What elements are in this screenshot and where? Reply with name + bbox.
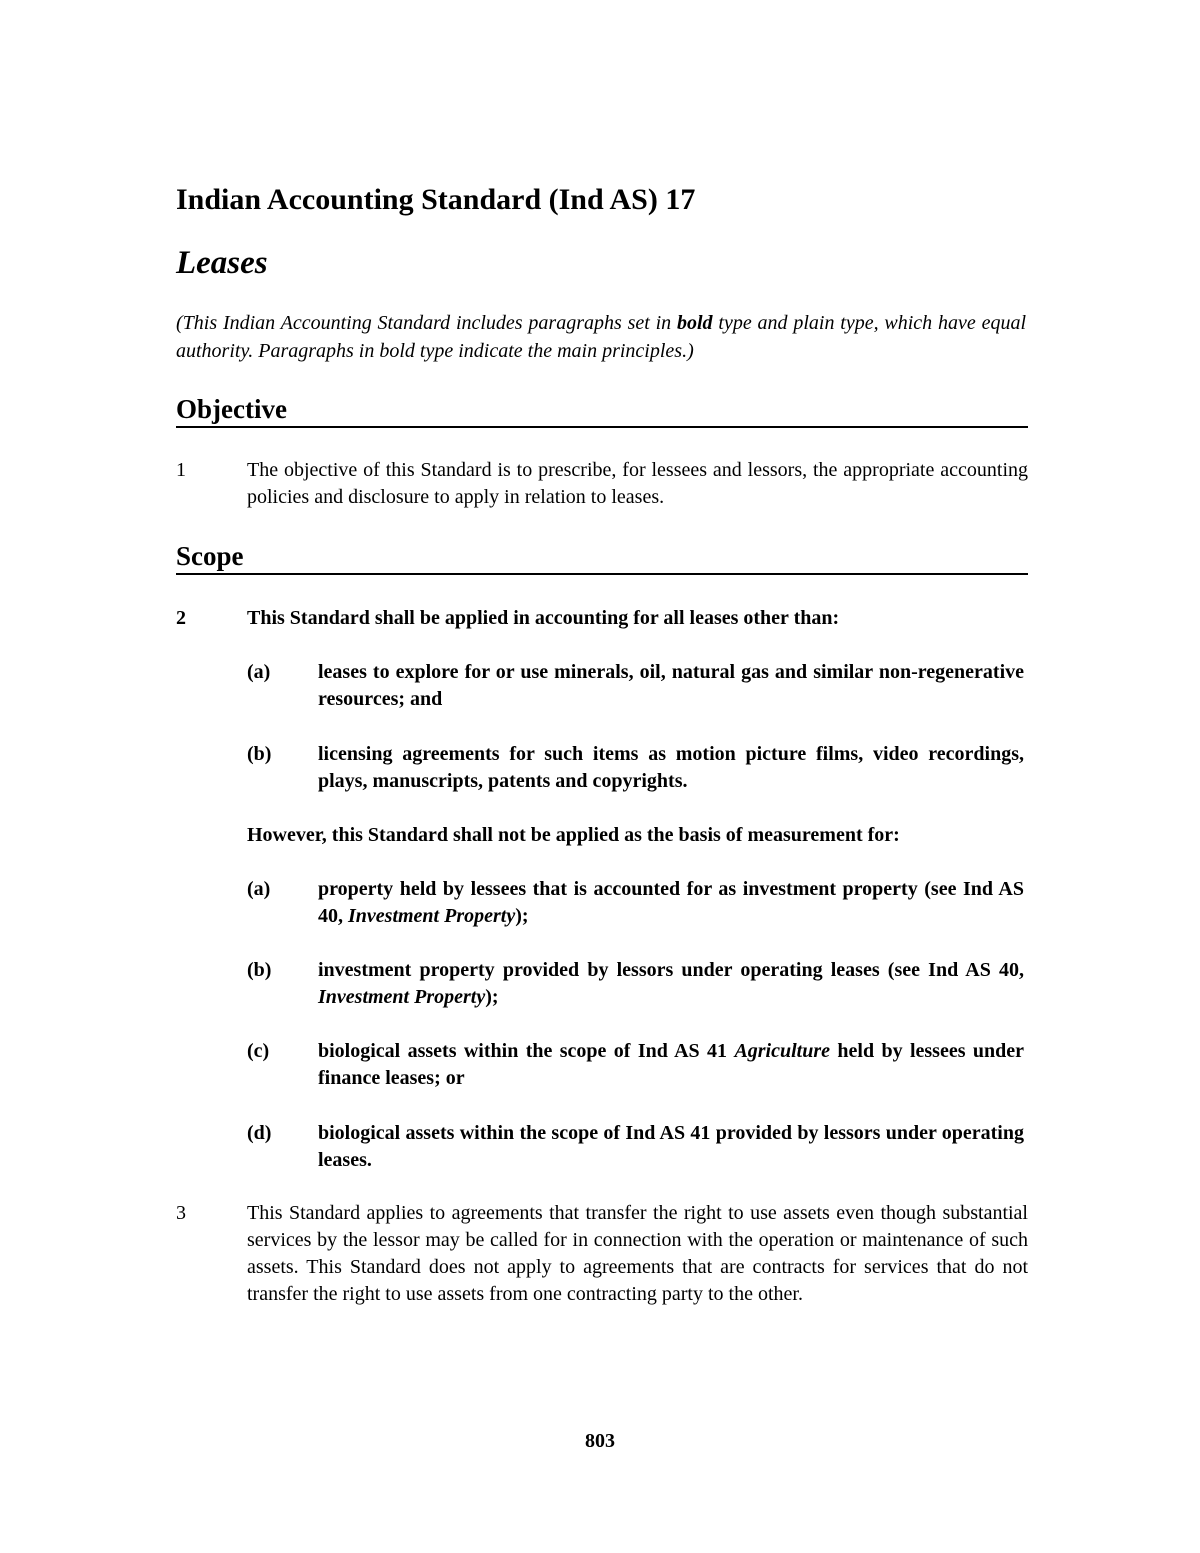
paragraph-3 — [176, 1200, 1028, 1308]
page-number: 803 — [585, 1430, 615, 1452]
preface-text-start: (This Indian Accounting Standard includes paragraphs set in — [176, 312, 677, 334]
measurement-exclusion-a — [247, 876, 1024, 930]
item-text: licensing agreements for such items as motion picture films, video recordings, plays, manuscripts, patents and copyrights. — [318, 743, 1024, 792]
paragraph-text: This Standard shall be applied in accounting for all leases other than: — [247, 607, 840, 629]
paragraph-1 — [176, 457, 1028, 511]
however-statement: However, this Standard shall not be applied as the basis of measurement for: — [247, 824, 900, 846]
item-text-start: biological assets within the scope of Ind AS 41 — [318, 1040, 735, 1062]
paragraph-2 — [176, 605, 1028, 632]
scope-exclusion-b — [247, 741, 1024, 795]
section-heading-objective: Objective — [176, 393, 1028, 428]
scope-exclusion-a — [247, 659, 1024, 713]
item-text — [318, 876, 1024, 930]
preface-text-end: type and plain type, which have equal authority. Paragraphs in bold type indicate the main principles.) — [176, 312, 1026, 362]
item-label: (d) — [247, 1122, 272, 1144]
item-text-end: held by lessees under finance leases; or — [318, 1040, 1024, 1089]
item-italic-title: Agriculture — [734, 1040, 831, 1062]
paragraph-text: This Standard applies to agreements that transfer the right to use assets even though substantial services by the lessor may be called for in connection with the operation or maintenance of such assets. This Standard does not apply to agreements that are contracts for services that do not transfer the right to use assets from one contracting party to the other. — [247, 1202, 1028, 1305]
item-italic-title: Investment Property — [318, 986, 486, 1008]
item-label: (a) — [247, 878, 271, 900]
measurement-exclusion-b — [247, 957, 1024, 1011]
item-text-end: ); — [515, 905, 529, 927]
item-label: (c) — [247, 1040, 270, 1062]
preface-note — [176, 309, 1026, 365]
item-text-end: ); — [485, 986, 499, 1008]
item-label: (b) — [247, 743, 272, 765]
item-label: (a) — [247, 661, 271, 683]
item-text-start: investment property provided by lessors under operating leases (see Ind AS 40, — [318, 959, 1024, 981]
item-text-start: property held by lessees that is accounted for as investment property (see Ind AS 40, — [318, 878, 1024, 927]
item-text — [318, 1038, 1024, 1092]
paragraph-number: 2 — [176, 607, 186, 629]
paragraph-number: 3 — [176, 1202, 186, 1224]
item-text: biological assets within the scope of Ind AS 41 provided by lessors under operating leases. — [318, 1122, 1024, 1171]
paragraph-number: 1 — [176, 459, 186, 481]
paragraph-text: The objective of this Standard is to prescribe, for lessees and lessors, the appropriate accounting policies and disclosure to apply in relation to leases. — [247, 459, 1028, 508]
item-italic-title: Investment Property — [348, 905, 516, 927]
item-label: (b) — [247, 959, 272, 981]
document-title: Indian Accounting Standard (Ind AS) 17 — [176, 183, 696, 216]
document-subtitle: Leases — [176, 245, 268, 281]
item-text — [318, 957, 1024, 1011]
measurement-exclusion-d — [247, 1120, 1024, 1174]
preface-bold-word: bold — [677, 312, 713, 334]
section-heading-scope: Scope — [176, 540, 1028, 575]
item-text: leases to explore for or use minerals, oil, natural gas and similar non-regenerative resources; and — [318, 661, 1024, 710]
measurement-exclusion-c — [247, 1038, 1024, 1092]
